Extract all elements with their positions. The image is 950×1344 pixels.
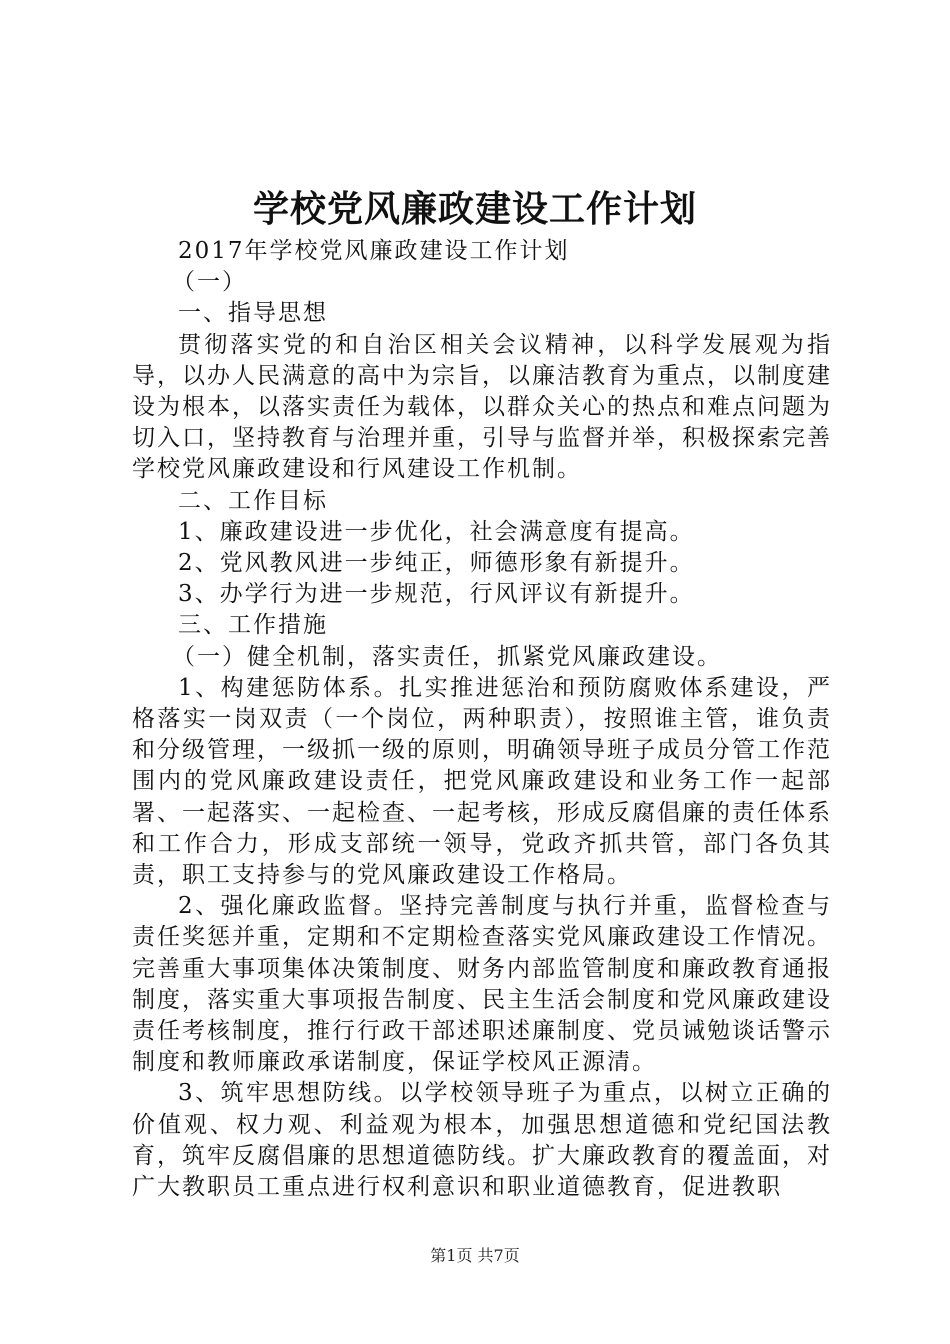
subheading-mechanism: （一）健全机制，落实责任，抓紧党风廉政建设。 [172,643,722,670]
subtitle-line: 2017年学校党风廉政建设工作计划 [178,238,570,264]
measure-item-2: 2、强化廉政监督。坚持完善制度与执行并重，监督检查与责任奖惩并重，定期和不定期检查落实党风廉政建设工作情况。完善重大事项集体决策制度、财务内部监管制度和廉政教育通报制度，落实重大事项报告制度、民主生活会制度和党风廉政建设责任考核制度，推行行政干部述职述廉制度、党员诫勉谈话警示制度和教师廉政承诺制度，保证学校风正源清。 [132,893,832,1076]
goal-item-2: 2、党风教风进一步纯正，师德形象有新提升。 [178,550,695,577]
measure-item-1: 1、构建惩防体系。扎实推进惩治和预防腐败体系建设，严格落实一岗双责（一个岗位，两种职责），按照谁主管，谁负责和分级管理，一级抓一级的原则，明确领导班子成员分管工作范围内的党风廉政建设责任，把党风廉政建设和业务工作一起部署、一起落实、一起检查、一起考核，形成反腐倡廉的责任体系和工作合力，形成支部统一领导，党政齐抓共管，部门各负其责，职工支持参与的党风廉政建设工作格局。 [132,674,832,889]
heading-guiding-ideology: 一、指导思想 [178,300,328,327]
document-body [132,236,832,1203]
measure-item-3: 3、筑牢思想防线。以学校领导班子为重点，以树立正确的价值观、权力观、利益观为根本，加强思想道德和党纪国法教育，筑牢反腐倡廉的思想道德防线。扩大廉政教育的覆盖面，对广大教职员工重点进行权利意识和职业道德教育，促进教职 [132,1080,832,1201]
paragraph-guiding-ideology: 贯彻落实党的和自治区相关会议精神，以科学发展观为指导，以办人民满意的高中为宗旨，以廉洁教育为重点，以制度建设为根本，以落实责任为载体，以群众关心的热点和难点问题为切入口，坚持教育与治理并重，引导与监督并举，积极探索完善学校党风廉政建设和行风建设工作机制。 [132,331,832,483]
document-title: 学校党风廉政建设工作计划 [252,188,697,230]
page-footer: 第1页 共7页 [430,1246,520,1265]
heading-work-goals: 二、工作目标 [178,487,328,514]
goal-item-3: 3、办学行为进一步规范，行风评议有新提升。 [178,581,695,608]
section-number: （一） [172,269,247,296]
heading-work-measures: 三、工作措施 [178,612,328,639]
goal-item-1: 1、廉政建设进一步优化，社会满意度有提高。 [178,518,695,545]
